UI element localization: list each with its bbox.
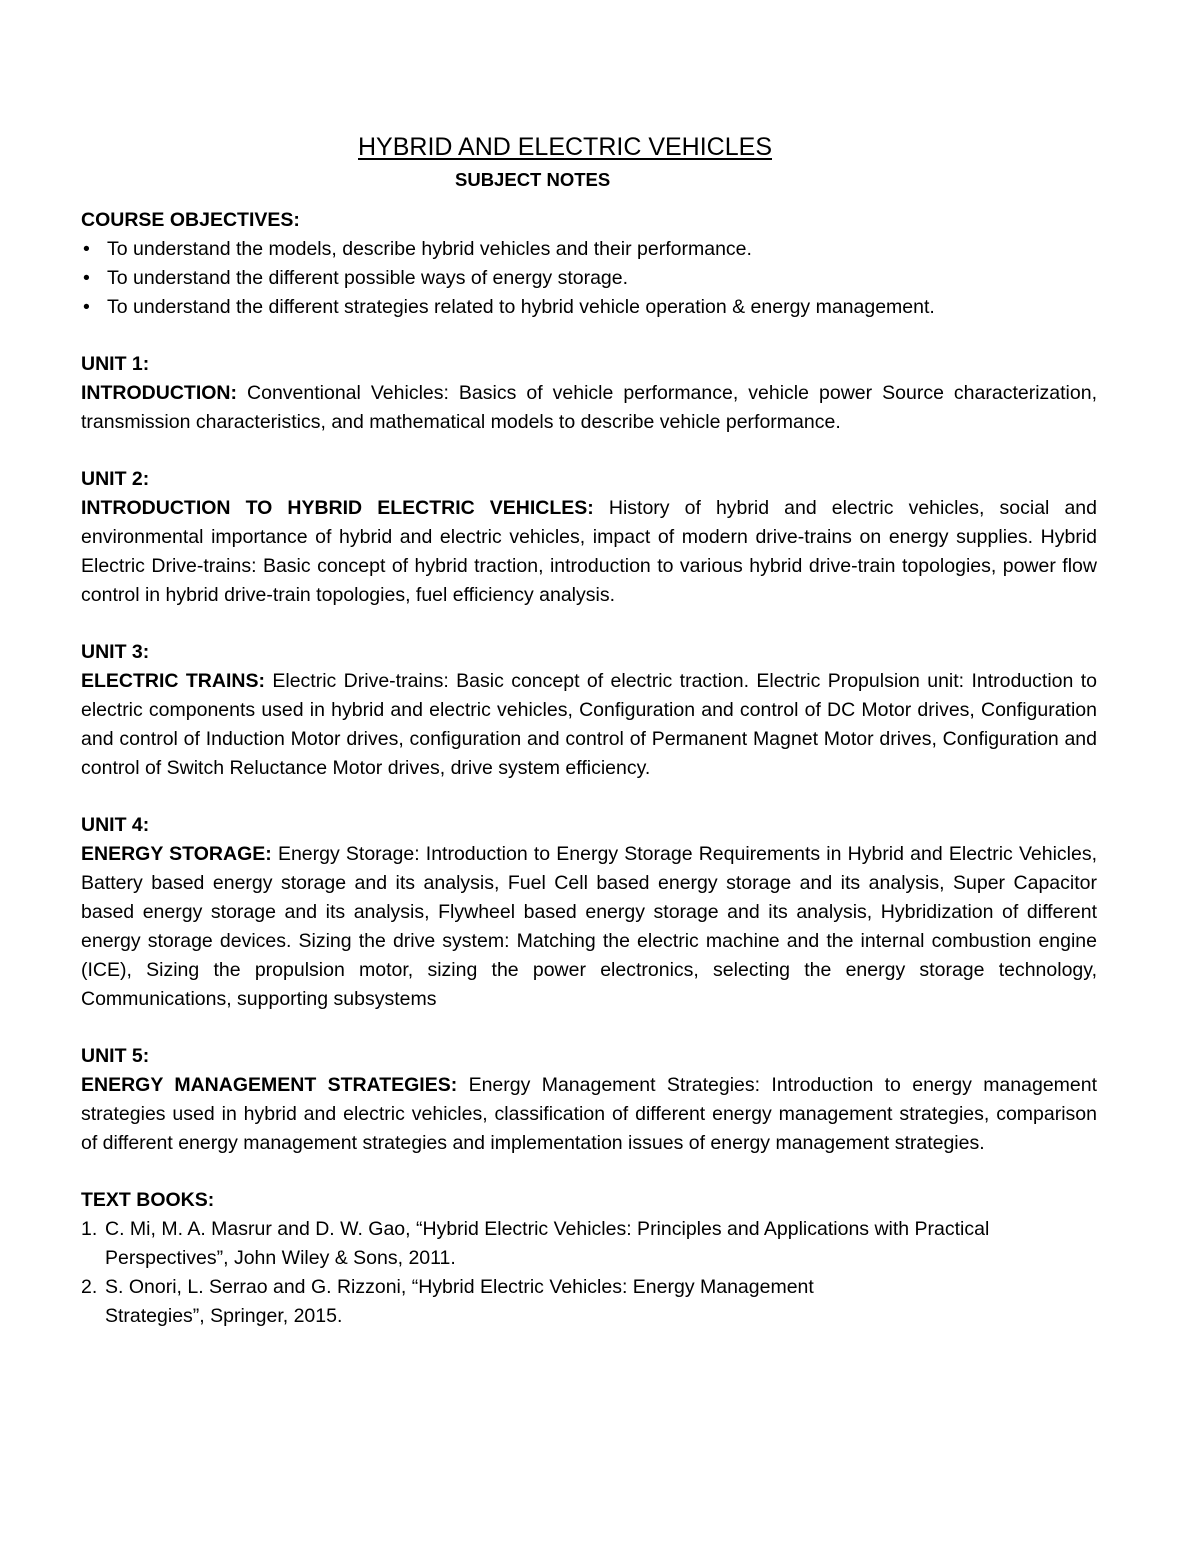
bullet-icon: • bbox=[83, 267, 90, 289]
unit-text: History of hybrid and electric vehicles, social and environmental importance of hybrid and electric vehicles, impact of modern drive-trains on energy supplies. Hybrid Electric Drive-trains: Basic concept of hybrid traction, introduction to various hybrid drive-train topologies, power flow control in hybrid drive-train topologies, fuel efficiency analysis. bbox=[81, 497, 1097, 606]
bullet-icon: • bbox=[83, 238, 90, 260]
objective-item bbox=[81, 264, 1097, 293]
unit-label: UNIT 2: bbox=[81, 468, 150, 490]
unit-heading: ENERGY STORAGE: bbox=[81, 843, 272, 865]
unit-text: Energy Storage: Introduction to Energy Storage Requirements in Hybrid and Electric Vehicles, Battery based energy storage and its analysis, Fuel Cell based energy storage and its analysis, Super Capacitor based energy storage and its analysis, Flywheel based energy storage and its analysis, Hybridization of different energy storage devices. Sizing the drive system: Matching the electric machine and the internal combustion engine (ICE), Sizing the propulsion motor, sizing the power electronics, selecting the energy storage technology, Communications, supporting subsystems bbox=[81, 843, 1098, 1010]
text-book-number: 1. bbox=[81, 1218, 98, 1240]
document-subtitle: SUBJECT NOTES bbox=[455, 169, 611, 190]
unit-description bbox=[81, 667, 1097, 783]
unit-heading: ELECTRIC TRAINS: bbox=[81, 670, 265, 692]
course-objectives-label: COURSE OBJECTIVES: bbox=[81, 209, 300, 231]
unit-label: UNIT 5: bbox=[81, 1045, 150, 1067]
text-book-number: 2. bbox=[81, 1276, 98, 1298]
text-book-item bbox=[81, 1273, 885, 1331]
text-books-list bbox=[81, 1215, 1097, 1331]
document-title: HYBRID AND ELECTRIC VEHICLES bbox=[358, 133, 772, 161]
objective-text: To understand the different possible ways of energy storage. bbox=[107, 267, 629, 289]
bullet-icon: • bbox=[83, 296, 90, 318]
objective-text: To understand the models, describe hybrid vehicles and their performance. bbox=[107, 238, 752, 260]
unit-heading: ENERGY MANAGEMENT STRATEGIES: bbox=[81, 1074, 458, 1096]
unit-description bbox=[81, 494, 1097, 610]
unit-label: UNIT 3: bbox=[81, 641, 150, 663]
unit-text: Conventional Vehicles: Basics of vehicle performance, vehicle power Source characterization, transmission characteristics, and mathematical models to describe vehicle performance. bbox=[81, 382, 1097, 433]
unit-text: Energy Management Strategies: Introduction to energy management strategies used in hybrid and electric vehicles, classification of different energy management strategies, comparison of different energy management strategies and implementation issues of energy management strategies. bbox=[81, 1074, 1098, 1154]
text-book-citation: C. Mi, M. A. Masrur and D. W. Gao, “Hybrid Electric Vehicles: Principles and Applications with Practical Perspectives”, John Wiley & Sons, 2011. bbox=[105, 1218, 990, 1269]
objective-item bbox=[81, 293, 1097, 322]
objective-text: To understand the different strategies related to hybrid vehicle operation & energy management. bbox=[107, 296, 935, 318]
unit-label: UNIT 4: bbox=[81, 814, 150, 836]
document-content bbox=[81, 132, 1097, 1331]
unit-1-section bbox=[81, 350, 1097, 437]
unit-heading: INTRODUCTION TO HYBRID ELECTRIC VEHICLES: bbox=[81, 497, 594, 519]
unit-5-section bbox=[81, 1042, 1097, 1158]
objective-item bbox=[81, 235, 1097, 264]
unit-description bbox=[81, 1071, 1097, 1158]
text-book-citation: S. Onori, L. Serrao and G. Rizzoni, “Hybrid Electric Vehicles: Energy Management Strategies”, Springer, 2015. bbox=[105, 1276, 814, 1327]
unit-3-section bbox=[81, 638, 1097, 783]
text-book-item bbox=[81, 1215, 1097, 1273]
unit-heading: INTRODUCTION: bbox=[81, 382, 237, 404]
text-books-section bbox=[81, 1186, 1097, 1331]
course-objectives-list bbox=[81, 235, 1097, 322]
unit-description bbox=[81, 840, 1097, 1014]
text-books-label: TEXT BOOKS: bbox=[81, 1189, 215, 1211]
unit-description bbox=[81, 379, 1097, 437]
unit-text: Electric Drive-trains: Basic concept of electric traction. Electric Propulsion unit: Introduction to electric components used in hybrid and electric vehicles, Configuration and control of DC Motor drives, Configuration and control of Induction Motor drives, configuration and control of Permanent Magnet Motor drives, Configuration and control of Switch Reluctance Motor drives, drive system efficiency. bbox=[81, 670, 1098, 779]
unit-2-section bbox=[81, 465, 1097, 610]
unit-label: UNIT 1: bbox=[81, 353, 150, 375]
unit-4-section bbox=[81, 811, 1097, 1014]
